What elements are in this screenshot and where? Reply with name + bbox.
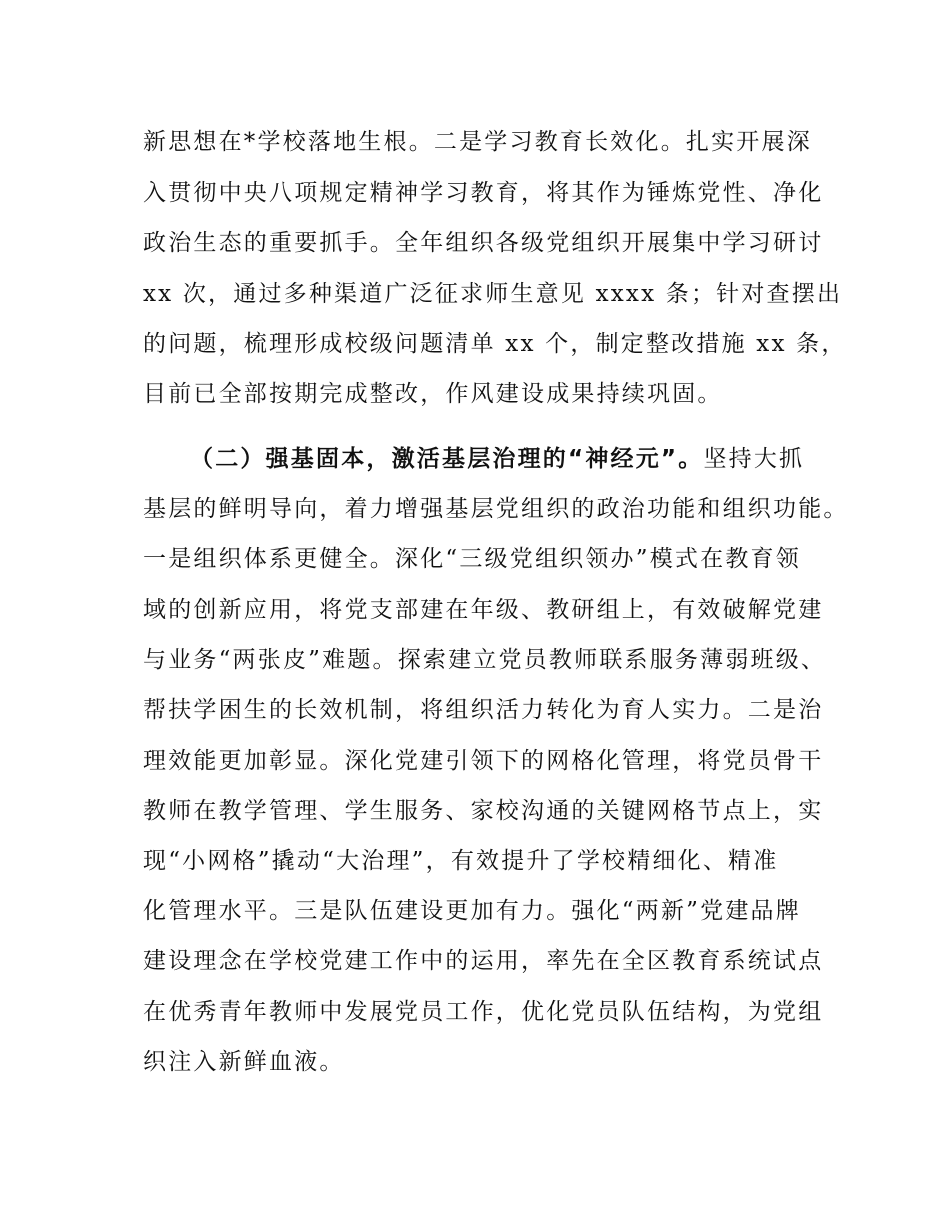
paragraph-2-line-10: 化管理水平。三是队伍建设更加有力。强化“两新”党建品牌 (143, 898, 801, 924)
paragraph-1-line-1: 新思想在*学校落地生根。二是学习教育长效化。扎实开展深 (143, 129, 812, 155)
section-heading: （二）强基固本，激活基层治理的“神经元”。 (190, 446, 704, 472)
paragraph-1-line-5: 的问题，梳理形成校级问题清单 xx 个，制定整改措施 xx 条， (143, 331, 847, 357)
paragraph-1-line-2: 入贯彻中央八项规定精神学习教育，将其作为锤炼党性、净化 (143, 180, 824, 206)
paragraph-1-line-4: xx 次，通过多种渠道广泛征求师生意见 xxxx 条；针对查摆出 (143, 281, 843, 307)
paragraph-2-line-4: 域的创新应用，将党支部建在年级、教研组上，有效破解党建 (143, 597, 824, 623)
paragraph-2-line-7: 理效能更加彰显。深化党建引领下的网格化管理，将党员骨干 (143, 748, 824, 774)
paragraph-2-line-11: 建设理念在学校党建工作中的运用，率先在全区教育系统试点 (143, 948, 824, 974)
paragraph-2-line-5: 与业务“两张皮”难题。探索建立党员教师联系服务薄弱班级、 (143, 647, 827, 673)
paragraph-2-line-8: 教师在教学管理、学生服务、家校沟通的关键网格节点上，实 (143, 798, 824, 824)
section-heading-continuation: 坚持大抓 (703, 446, 805, 472)
paragraph-2-line-6: 帮扶学困生的长效机制，将组织活力转化为育人实力。二是治 (143, 697, 824, 723)
paragraph-2-line-12: 在优秀青年教师中发展党员工作，优化党员队伍结构，为党组 (143, 999, 824, 1025)
paragraph-2-line-2: 基层的鲜明导向，着力增强基层党组织的政治功能和组织功能。 (143, 496, 849, 522)
paragraph-1-line-6: 目前已全部按期完成整改，作风建设成果持续巩固。 (143, 381, 723, 407)
paragraph-2-line-9: 现“小网格”撬动“大治理”，有效提升了学校精细化、精准 (143, 848, 779, 874)
paragraph-1-line-3: 政治生态的重要抓手。全年组织各级党组织开展集中学习研讨 (143, 230, 824, 256)
paragraph-2-line-3: 一是组织体系更健全。深化“三级党组织领办”模式在教育领 (143, 546, 801, 572)
paragraph-2-line-13: 织注入新鲜血液。 (143, 1049, 345, 1075)
paragraph-2-line-1 (190, 444, 804, 474)
